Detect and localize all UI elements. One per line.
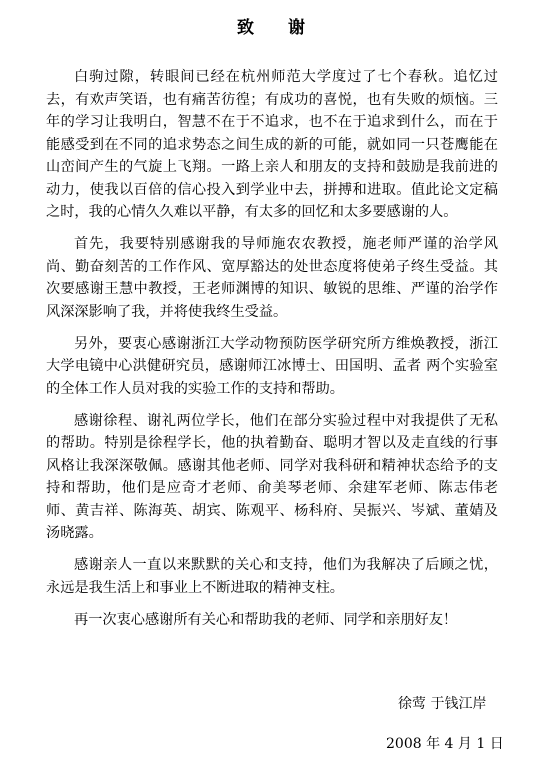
- signature-date: 2008 年 4 月 1 日: [386, 736, 504, 752]
- paragraph-intro: 白驹过隙，转眼间已经在杭州师范大学度过了七个春秋。追忆过去，有欢声笑语，也有痛苦彷徨；有成功的喜悦，也有失败的烦恼。三年的学习让我明白，智慧不在于不追求，也不在于追求到什么，而在于能感受到在不同的追求势态之间生成的新的可能，就如同一只苍鹰能在山峦间产生的气旋上飞翔。一路上亲人和朋友的支持和鼓励是我前进的动力，使我以百倍的信心投入到学业中去，拼搏和进取。值此论文定稿之时，我的心情久久难以平静，有太多的回忆和太多要感谢的人。: [46, 69, 498, 220]
- paragraph-colleagues: 感谢徐程、谢礼两位学长，他们在部分实验过程中对我提供了无私的帮助。特别是徐程学长，他的执着勤奋、聪明才智以及走直线的行事风格让我深深敬佩。感谢其他老师、同学对我科研和精神状态给予的支持和帮助，他们是应奇才老师、俞美琴老师、余建军老师、陈志伟老师、黄吉祥、陈海英、胡宾、陈观平、杨科府、吴振兴、岑斌、董婧及汤晓露。: [46, 412, 498, 541]
- paragraph-closing: 再一次衷心感谢所有关心和帮助我的老师、同学和亲朋好友！: [74, 611, 458, 628]
- author-signature: 徐莺 于钱江岸: [398, 696, 487, 712]
- acknowledgement-body: [46, 66, 498, 641]
- paragraph-family: 感谢亲人一直以来默默的关心和支持，他们为我解决了后顾之忧，永远是我生活上和事业上不断进取的精神支柱。: [46, 557, 498, 596]
- paragraph-advisors: 首先，我要特别感谢我的导师施农农教授，施老师严谨的治学风尚、勤奋刻苦的工作作风、宽厚豁达的处世态度将使弟子终生受益。其次要感谢王慧中教授，王老师渊博的知识、敏锐的思维、严谨的治学作风深深影响了我，并将使我终生受益。: [46, 236, 498, 320]
- page-title: 致 谢: [237, 18, 319, 38]
- paragraph-institutions: 另外，要衷心感谢浙江大学动物预防医学研究所方维焕教授，浙江大学电镜中心洪健研究员，感谢师江冰博士、田国明、孟者 两个实验室的全体工作人员对我的实验工作的支持和帮助。: [46, 335, 498, 397]
